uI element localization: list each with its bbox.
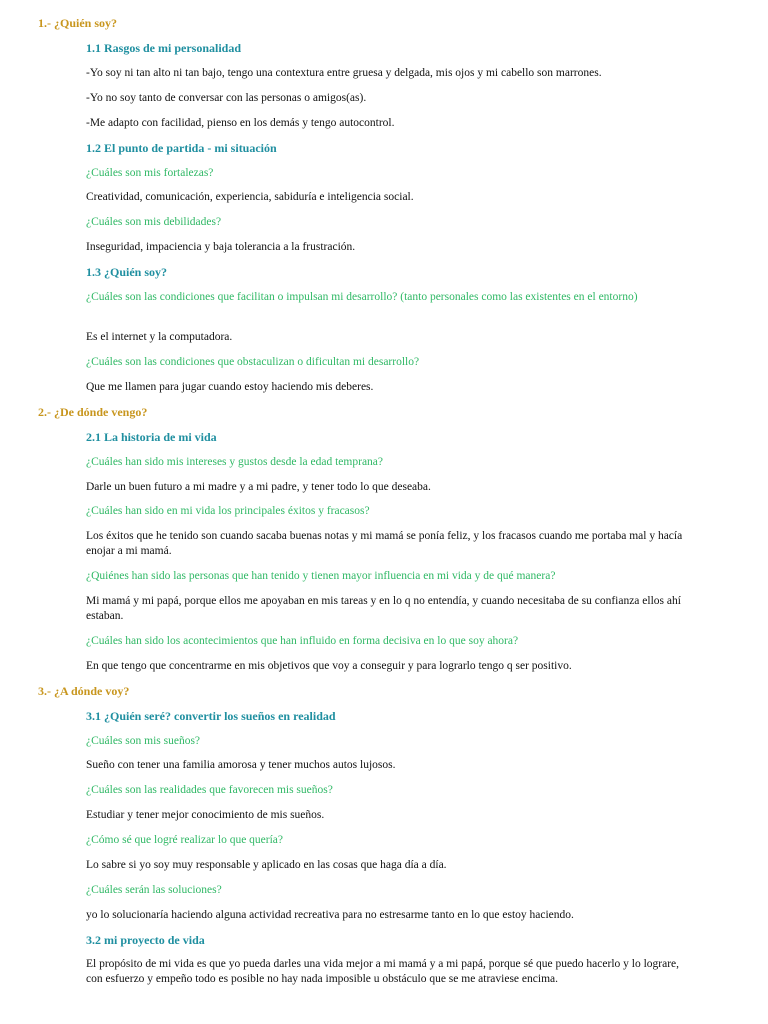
paragraph: El propósito de mi vida es que yo pueda darles una vida mejor a mi mamá y a mi papá, porque sé que puedo hacerlo y lo lograre, con esfuerzo y empeño todo es posible no hay nada imposible u obstáculo que se me atraviese encima. <box>86 958 680 985</box>
section-heading: 3.- ¿A dónde voy? <box>38 684 130 698</box>
question: ¿Cuáles han sido en mi vida los principales éxitos y fracasos? <box>86 505 370 517</box>
question: ¿Cuáles serán las soluciones? <box>86 884 222 896</box>
section-heading: 1.- ¿Quién soy? <box>38 16 118 30</box>
answer: Inseguridad, impaciencia y baja tolerancia a la frustración. <box>86 241 356 253</box>
question: ¿Cuáles son mis fortalezas? <box>86 167 214 179</box>
answer: yo lo solucionaría haciendo alguna actividad recreativa para no estresarme tanto en lo que estoy haciendo. <box>86 909 574 921</box>
paragraph: -Me adapto con facilidad, pienso en los demás y tengo autocontrol. <box>86 117 395 129</box>
answer: Los éxitos que he tenido son cuando sacaba buenas notas y mi mamá se ponía feliz, y los fracasos cuando me portaba mal y hacía enojar a mi mamá. <box>86 530 683 557</box>
paragraph: -Yo soy ni tan alto ni tan bajo, tengo una contextura entre gruesa y delgada, mis ojos y mi cabello son marrones. <box>86 67 602 79</box>
answer: Que me llamen para jugar cuando estoy haciendo mis deberes. <box>86 381 374 393</box>
subsection-title: 2.1 La historia de mi vida <box>86 430 217 444</box>
question: ¿Cuáles son mis debilidades? <box>86 216 222 228</box>
question: ¿Cuáles han sido mis intereses y gustos desde la edad temprana? <box>86 456 384 468</box>
question: ¿Cuáles son las condiciones que facilitan o impulsan mi desarrollo? (tanto personales como las existentes en el entorno) <box>86 291 638 303</box>
question: ¿Quiénes han sido las personas que han tenido y tienen mayor influencia en mi vida y de qué manera? <box>86 570 556 582</box>
answer: Sueño con tener una familia amorosa y tener muchos autos lujosos. <box>86 759 396 771</box>
question: ¿Cuáles son las realidades que favorecen mis sueños? <box>86 784 333 796</box>
paragraph: -Yo no soy tanto de conversar con las personas o amigos(as). <box>86 92 367 104</box>
subsection-title: 1.2 El punto de partida - mi situación <box>86 141 277 155</box>
subsection-title: 3.1 ¿Quién seré? convertir los sueños en realidad <box>86 709 336 723</box>
question: ¿Cómo sé que logré realizar lo que quería? <box>86 834 284 846</box>
question: ¿Cuáles han sido los acontecimientos que han influido en forma decisiva en lo que soy ahora? <box>86 635 519 647</box>
question: ¿Cuáles son las condiciones que obstaculizan o dificultan mi desarrollo? <box>86 356 420 368</box>
section-heading: 2.- ¿De dónde vengo? <box>38 405 148 419</box>
answer: En que tengo que concentrarme en mis objetivos que voy a conseguir y para lograrlo tengo q ser positivo. <box>86 660 572 672</box>
answer: Darle un buen futuro a mi madre y a mi padre, y tener todo lo que deseaba. <box>86 481 431 493</box>
subsection-title: 1.3 ¿Quién soy? <box>86 265 168 279</box>
answer: Estudiar y tener mejor conocimiento de mis sueños. <box>86 809 325 821</box>
subsection-title: 1.1 Rasgos de mi personalidad <box>86 41 242 55</box>
answer: Mi mamá y mi papá, porque ellos me apoyaban en mis tareas y en lo q no entendía, y cuando necesitaba de su confianza ellos ahí estaban. <box>86 595 681 622</box>
answer: Lo sabre si yo soy muy responsable y aplicado en las cosas que haga día a día. <box>86 859 447 871</box>
answer: Es el internet y la computadora. <box>86 331 233 343</box>
answer: Creatividad, comunicación, experiencia, sabiduría e inteligencia social. <box>86 191 414 203</box>
question: ¿Cuáles son mis sueños? <box>86 735 201 747</box>
subsection-title: 3.2 mi proyecto de vida <box>86 933 205 947</box>
